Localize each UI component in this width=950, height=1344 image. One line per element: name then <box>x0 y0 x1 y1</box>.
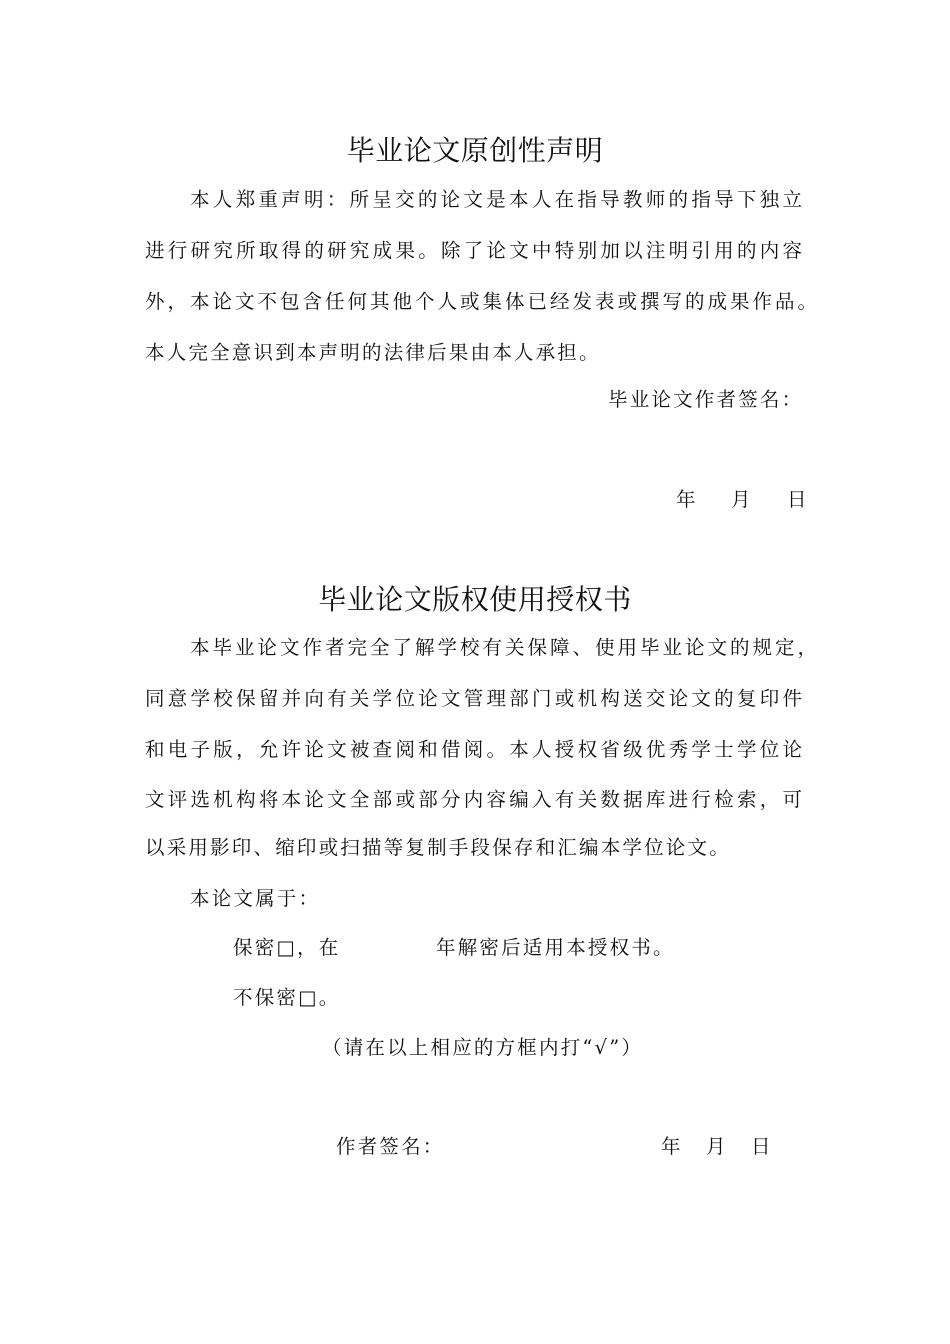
authorization-paragraph-line-1: 本毕业论文作者完全了解学校有关保障、使用毕业论文的规定， <box>190 636 817 659</box>
author-signature-label: 作者签名： <box>336 1135 445 1158</box>
declaration-paragraph-line-4: 本人完全意识到本声明的法律后果由本人承担。 <box>145 341 601 364</box>
authorization-paragraph-line-2: 同意学校保留并向有关学位论文管理部门或机构送交论文的复印件 <box>145 687 802 710</box>
authorization-paragraph-line-3: 和电子版，允许论文被查阅和借阅。本人授权省级优秀学士学位论 <box>145 738 802 761</box>
checkbox-instruction: （请在以上相应的方框内打“√”） <box>322 1036 644 1059</box>
confidential-option-suffix: 年解密后适用本授权书。 <box>436 936 675 959</box>
declaration-paragraph-line-1: 本人郑重声明：所呈交的论文是本人在指导教师的指导下独立 <box>190 188 802 211</box>
thesis-category-label: 本论文属于： <box>190 887 321 910</box>
declaration-signature-label: 毕业论文作者签名： <box>608 388 804 411</box>
declaration-title: 毕业论文原创性声明 <box>346 134 604 167</box>
declaration-paragraph-line-3: 外，本论文不包含任何其他个人或集体已经发表或撰写的成果作品。 <box>145 290 817 313</box>
authorization-paragraph-line-4: 文评选机构将本论文全部或部分内容编入有关数据库进行检索，可 <box>145 788 802 811</box>
authorization-date-year: 年 <box>661 1135 683 1158</box>
non-confidential-option: 不保密□。 <box>233 986 341 1009</box>
declaration-paragraph-line-2: 进行研究所取得的研究成果。除了论文中特别加以注明引用的内容 <box>145 239 802 262</box>
declaration-date-year: 年 <box>676 488 698 511</box>
confidential-option-prefix: 保密□，在 <box>233 936 341 959</box>
authorization-paragraph-line-5: 以采用影印、缩印或扫描等复制手段保存和汇编本学位论文。 <box>145 836 731 859</box>
authorization-date-day: 日 <box>751 1135 773 1158</box>
authorization-date-month: 月 <box>706 1135 728 1158</box>
authorization-title: 毕业论文版权使用授权书 <box>318 583 632 616</box>
declaration-date-month: 月 <box>731 488 753 511</box>
declaration-date-day: 日 <box>787 488 809 511</box>
